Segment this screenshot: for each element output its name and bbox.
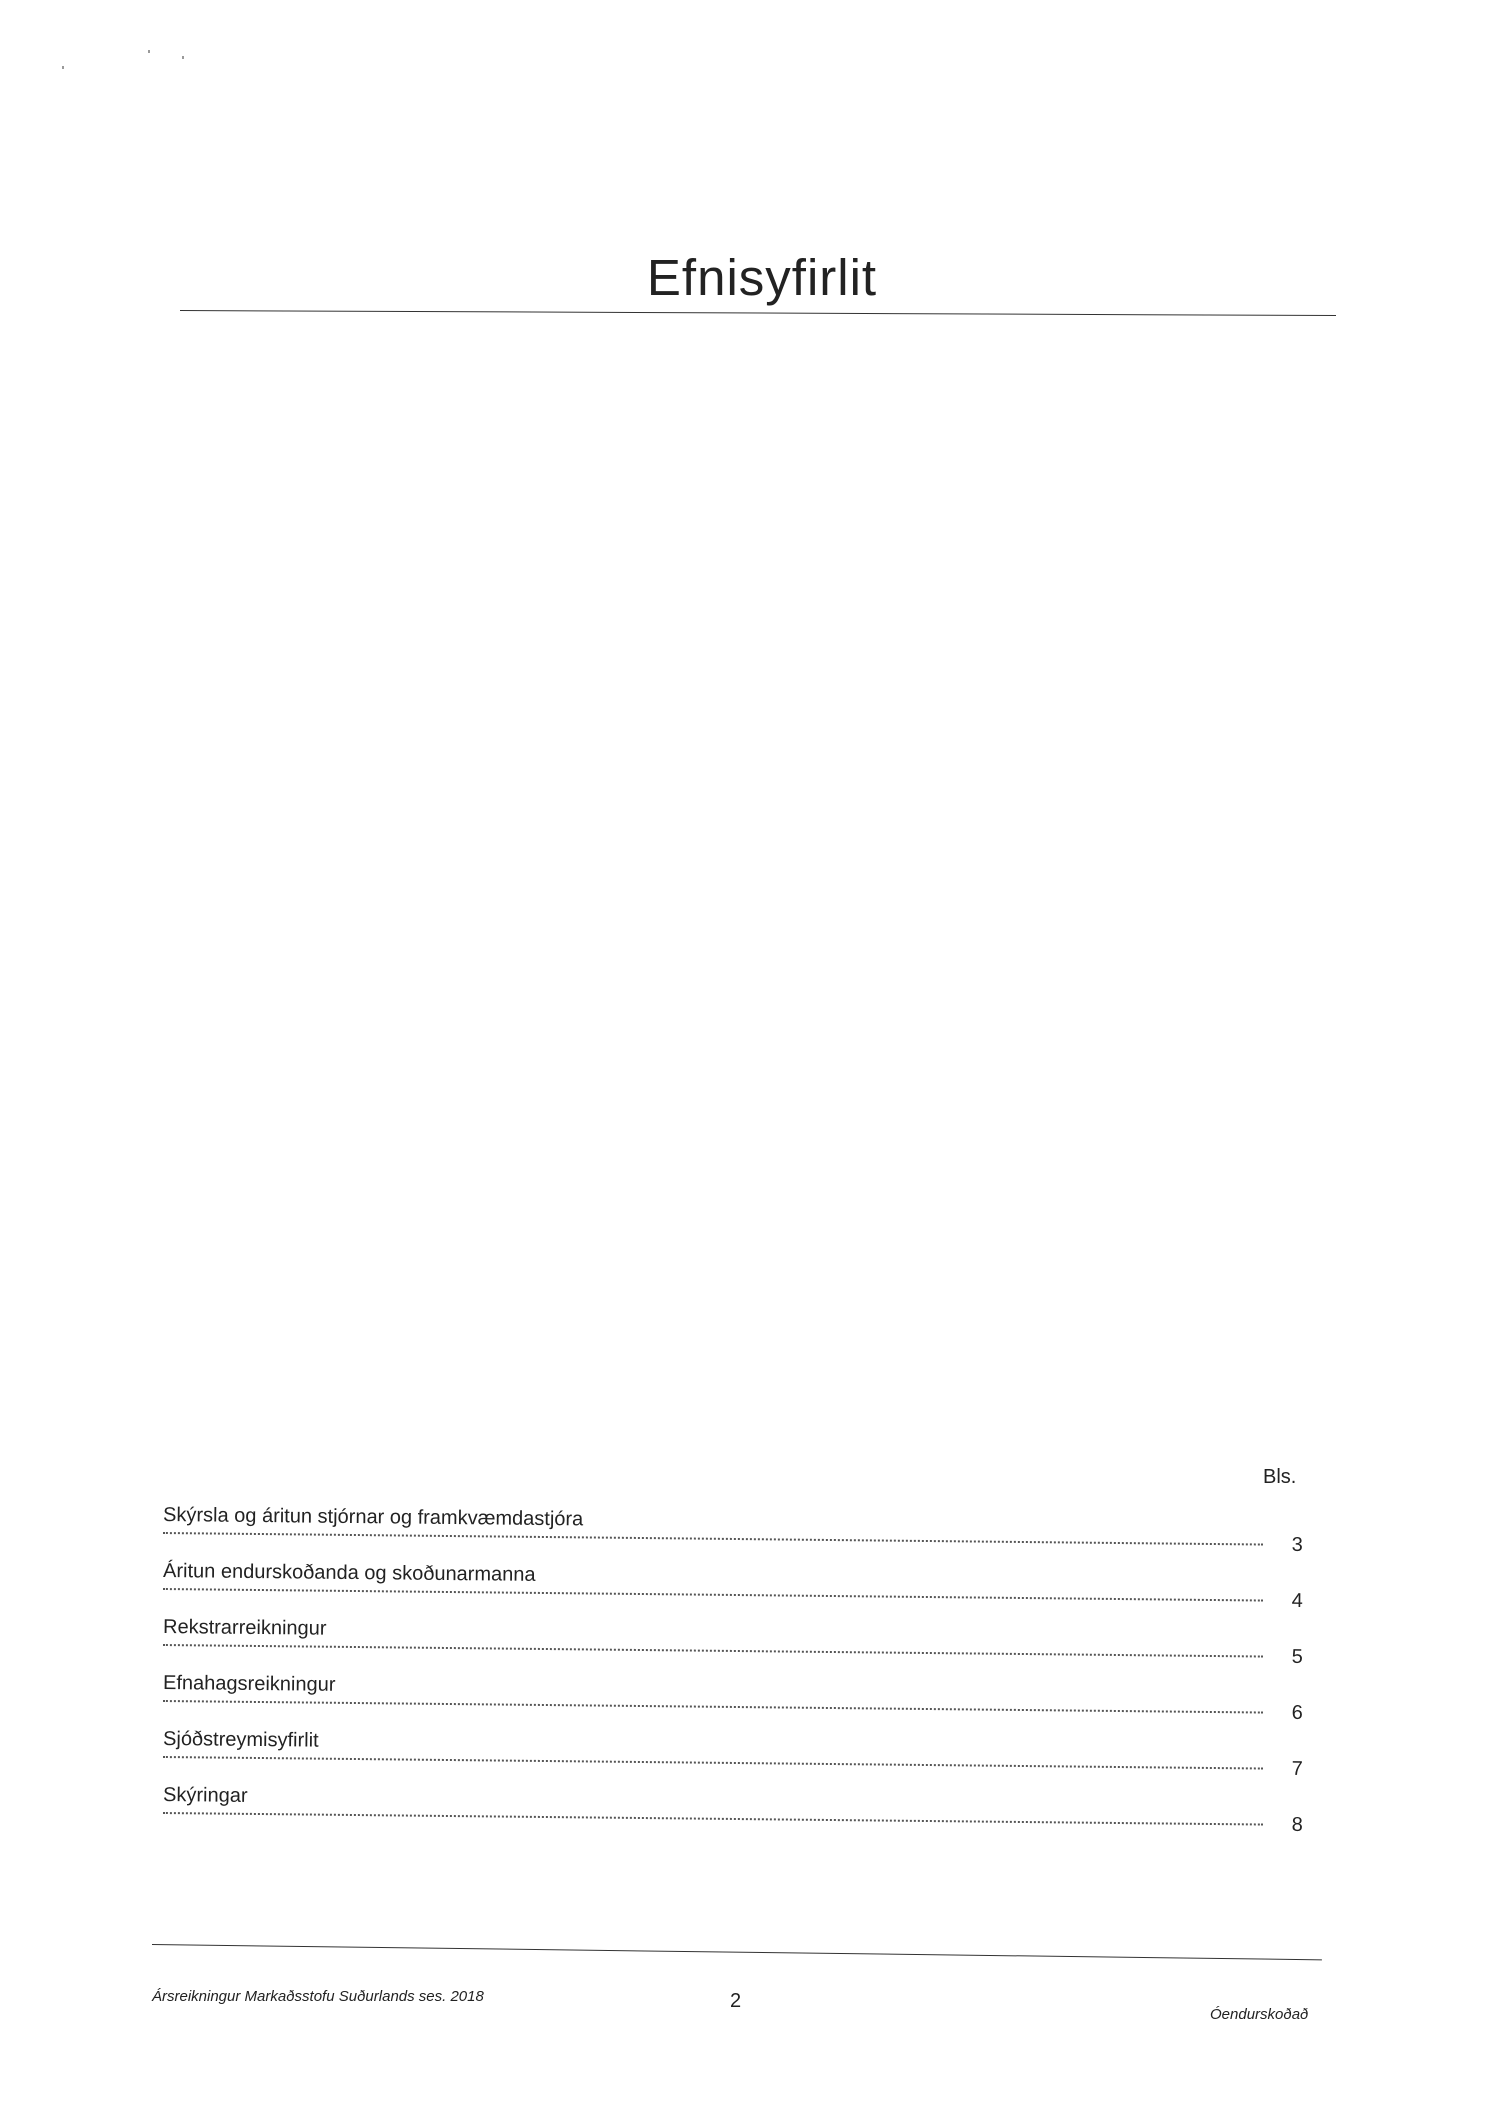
toc-entry-label: Sjóðstreymisyfirlit <box>163 1728 325 1753</box>
toc-entry <box>163 1672 1303 1724</box>
footer-document-title: Ársreikningur Markaðsstofu Suðurlands ses. 2018 <box>152 1988 484 2005</box>
toc-entry <box>163 1504 1303 1556</box>
toc-page-column-header: Bls. <box>1263 1466 1297 1488</box>
toc-entry-label: Rekstrarreikningur <box>163 1616 333 1641</box>
toc-entry <box>163 1560 1303 1612</box>
toc-entry-page: 4 <box>1291 1589 1303 1612</box>
toc-entry-page: 6 <box>1291 1701 1303 1724</box>
scan-speck <box>182 56 184 59</box>
toc-dot-leader <box>163 1794 1263 1826</box>
scan-speck <box>148 50 150 53</box>
toc-entry-page: 3 <box>1291 1533 1303 1556</box>
toc-entry-page: 8 <box>1291 1813 1303 1836</box>
footer-audit-status: Óendurskoðað <box>1210 2006 1309 2023</box>
toc-entry-page: 5 <box>1291 1645 1303 1668</box>
toc-entry <box>163 1616 1303 1668</box>
toc-entry-page: 7 <box>1291 1757 1303 1780</box>
table-of-contents <box>163 1466 1313 1866</box>
scan-speck <box>62 66 64 69</box>
footer-page-number: 2 <box>730 1990 742 2012</box>
page-title-text: Efnisyfirlit <box>646 249 878 306</box>
toc-entry-label: Efnahagsreikningur <box>163 1672 342 1697</box>
title-underline <box>180 310 1336 316</box>
toc-entry-label: Áritun endurskoðanda og skoðunarmanna <box>163 1560 542 1587</box>
footer-rule <box>152 1944 1322 1960</box>
toc-dot-leader <box>163 1738 1263 1770</box>
toc-entry <box>163 1728 1303 1780</box>
toc-entry-label: Skýrsla og áritun stjórnar og framkvæmdastjóra <box>163 1504 589 1531</box>
toc-entry <box>163 1784 1303 1836</box>
toc-entry-label: Skýringar <box>163 1784 254 1808</box>
page-title <box>0 248 1500 307</box>
